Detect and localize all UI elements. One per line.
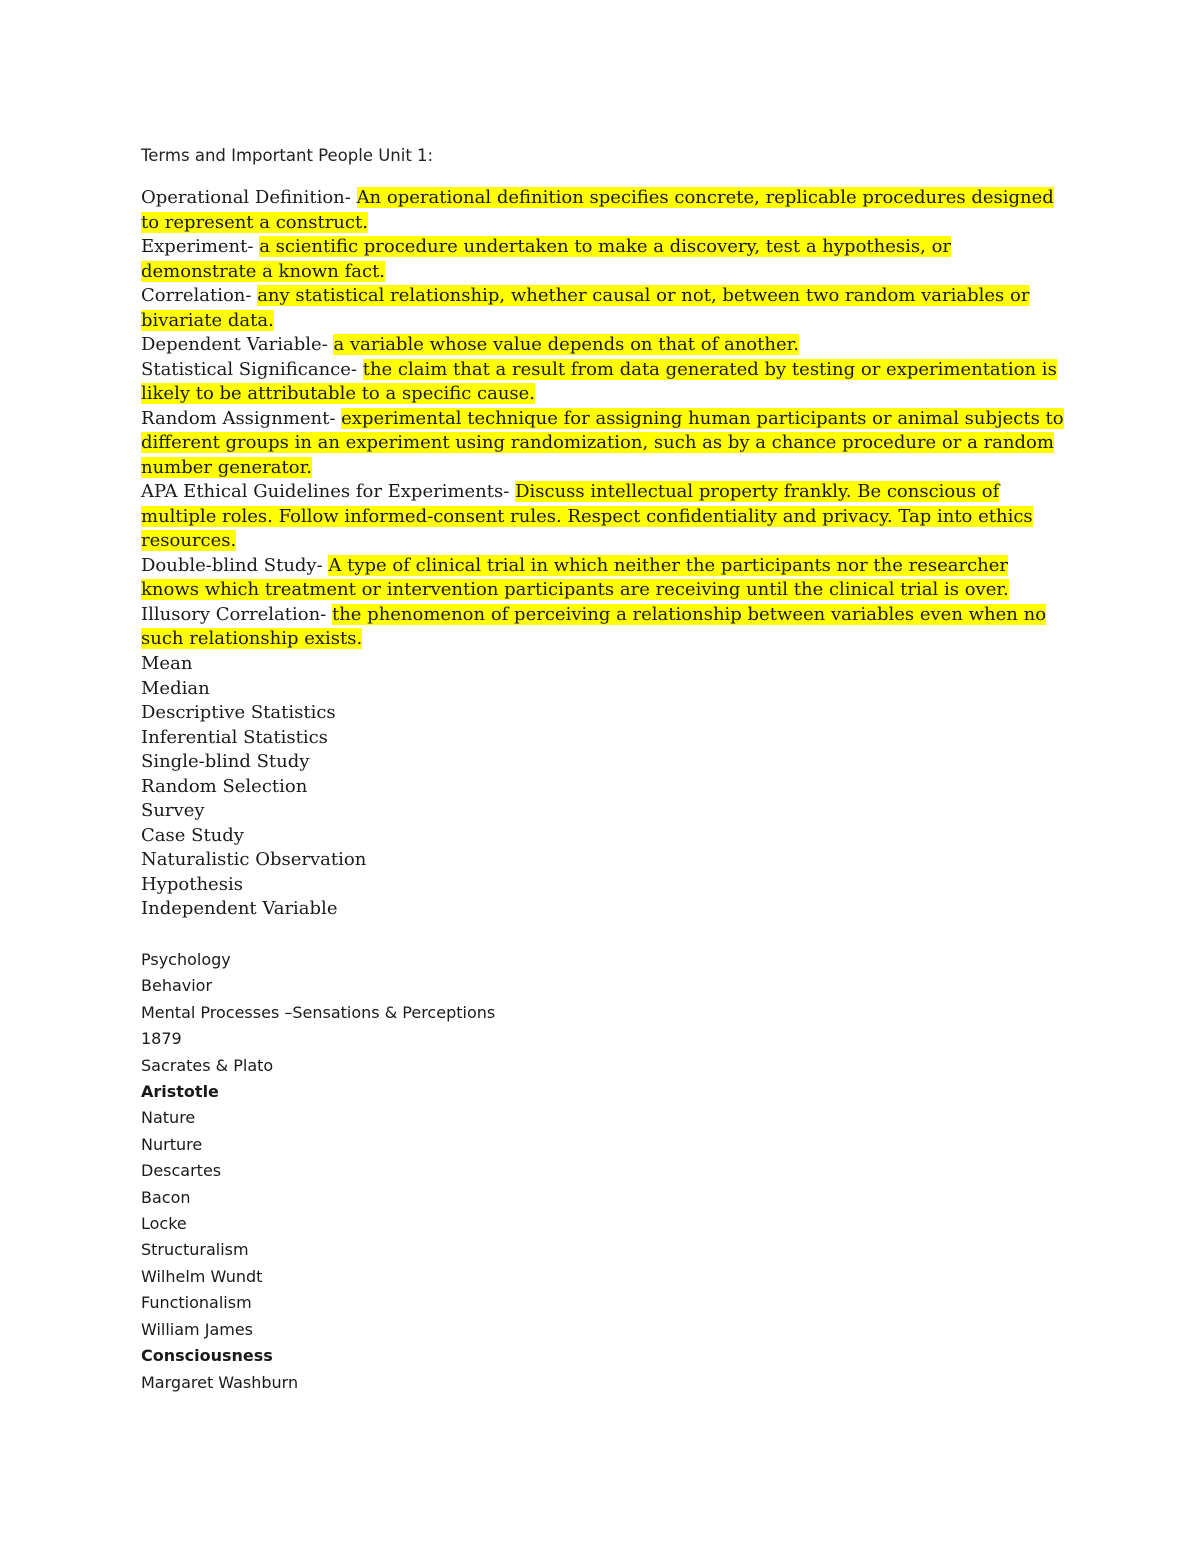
definition-item: [141, 407, 1071, 481]
definition-text: the phenomenon of perceiving a relationship between variables even when no such relationship exists.: [141, 603, 1047, 649]
people-item: Nurture: [141, 1134, 203, 1154]
definition-text: An operational definition specifies concrete, replicable procedures designed to represent a construct.: [141, 187, 1054, 233]
people-item: Behavior: [141, 976, 213, 996]
definition-term: Correlation-: [141, 285, 258, 306]
definition-item: [141, 186, 1071, 235]
people-item: Sacrates & Plato: [141, 1055, 274, 1075]
definition-item: [141, 480, 1071, 554]
people-item: 1879: [141, 1029, 182, 1049]
definition-term: Dependent Variable-: [141, 334, 334, 355]
term-item: Median: [141, 677, 210, 699]
definition-term: Statistical Significance-: [141, 358, 363, 380]
definition-text: the claim that a result from data generated by testing or experimentation is likely to be attributable to a specific cause.: [141, 358, 1057, 404]
term-item: Single-blind Study: [141, 751, 310, 772]
term-item: Inferential Statistics: [141, 726, 328, 748]
terms-list: [141, 652, 366, 922]
term-item: Independent Variable: [141, 898, 338, 919]
definition-item: [141, 235, 1071, 284]
definition-term: Random Assignment-: [141, 407, 342, 429]
people-item: Margaret Washburn: [141, 1372, 299, 1392]
definition-term: APA Ethical Guidelines for Experiments-: [141, 481, 516, 502]
people-item: Aristotle: [141, 1082, 219, 1102]
people-item: Structuralism: [141, 1240, 249, 1260]
definition-term: Illusory Correlation-: [141, 603, 332, 625]
people-list: [141, 947, 495, 1396]
definition-text: any statistical relationship, whether causal or not, between two random variables or bivariate data.: [141, 285, 1030, 331]
people-item: Descartes: [141, 1161, 222, 1181]
definition-text: Discuss intellectual property frankly. Be conscious of multiple roles. Follow informed-consent rules. Respect confidentiality and privacy. Tap into ethics resources.: [141, 481, 1033, 551]
definition-text: A type of clinical trial in which neither the participants nor the researcher knows which treatment or intervention participants are receiving until the clinical trial is over.: [141, 554, 1009, 600]
people-item: William James: [141, 1319, 254, 1339]
definition-text: experimental technique for assigning human participants or animal subjects to different groups in an experiment using randomization, such as by a chance procedure or a random number generator.: [141, 407, 1064, 478]
term-item: Mean: [141, 653, 193, 674]
definition-item: [141, 284, 1071, 333]
people-item: Consciousness: [141, 1346, 273, 1366]
term-item: Case Study: [141, 824, 244, 846]
people-item: Wilhelm Wundt: [141, 1266, 263, 1286]
people-item: Nature: [141, 1108, 196, 1128]
definition-item: [141, 554, 1071, 603]
people-item: Mental Processes –Sensations & Perceptions: [141, 1002, 496, 1022]
people-item: Functionalism: [141, 1293, 252, 1313]
definition-term: Double-blind Study-: [141, 554, 329, 576]
document-title: Terms and Important People Unit 1:: [141, 146, 434, 165]
people-item: Psychology: [141, 950, 231, 969]
term-item: Survey: [141, 800, 205, 821]
term-item: Descriptive Statistics: [141, 702, 336, 723]
term-item: Naturalistic Observation: [141, 849, 367, 870]
definitions-section: [141, 186, 1071, 652]
definition-item: [141, 358, 1071, 407]
people-item: Locke: [141, 1214, 187, 1234]
definition-item: [141, 333, 1071, 358]
definition-text: a scientific procedure undertaken to make a discovery, test a hypothesis, or demonstrate a known fact.: [141, 236, 952, 282]
definition-text: a variable whose value depends on that of another.: [333, 334, 799, 355]
term-item: Random Selection: [141, 775, 308, 797]
definition-term: Experiment-: [141, 236, 260, 257]
definition-item: [141, 603, 1071, 652]
term-item: Hypothesis: [141, 873, 243, 895]
definition-term: Operational Definition-: [141, 187, 357, 208]
people-item: Bacon: [141, 1187, 191, 1207]
